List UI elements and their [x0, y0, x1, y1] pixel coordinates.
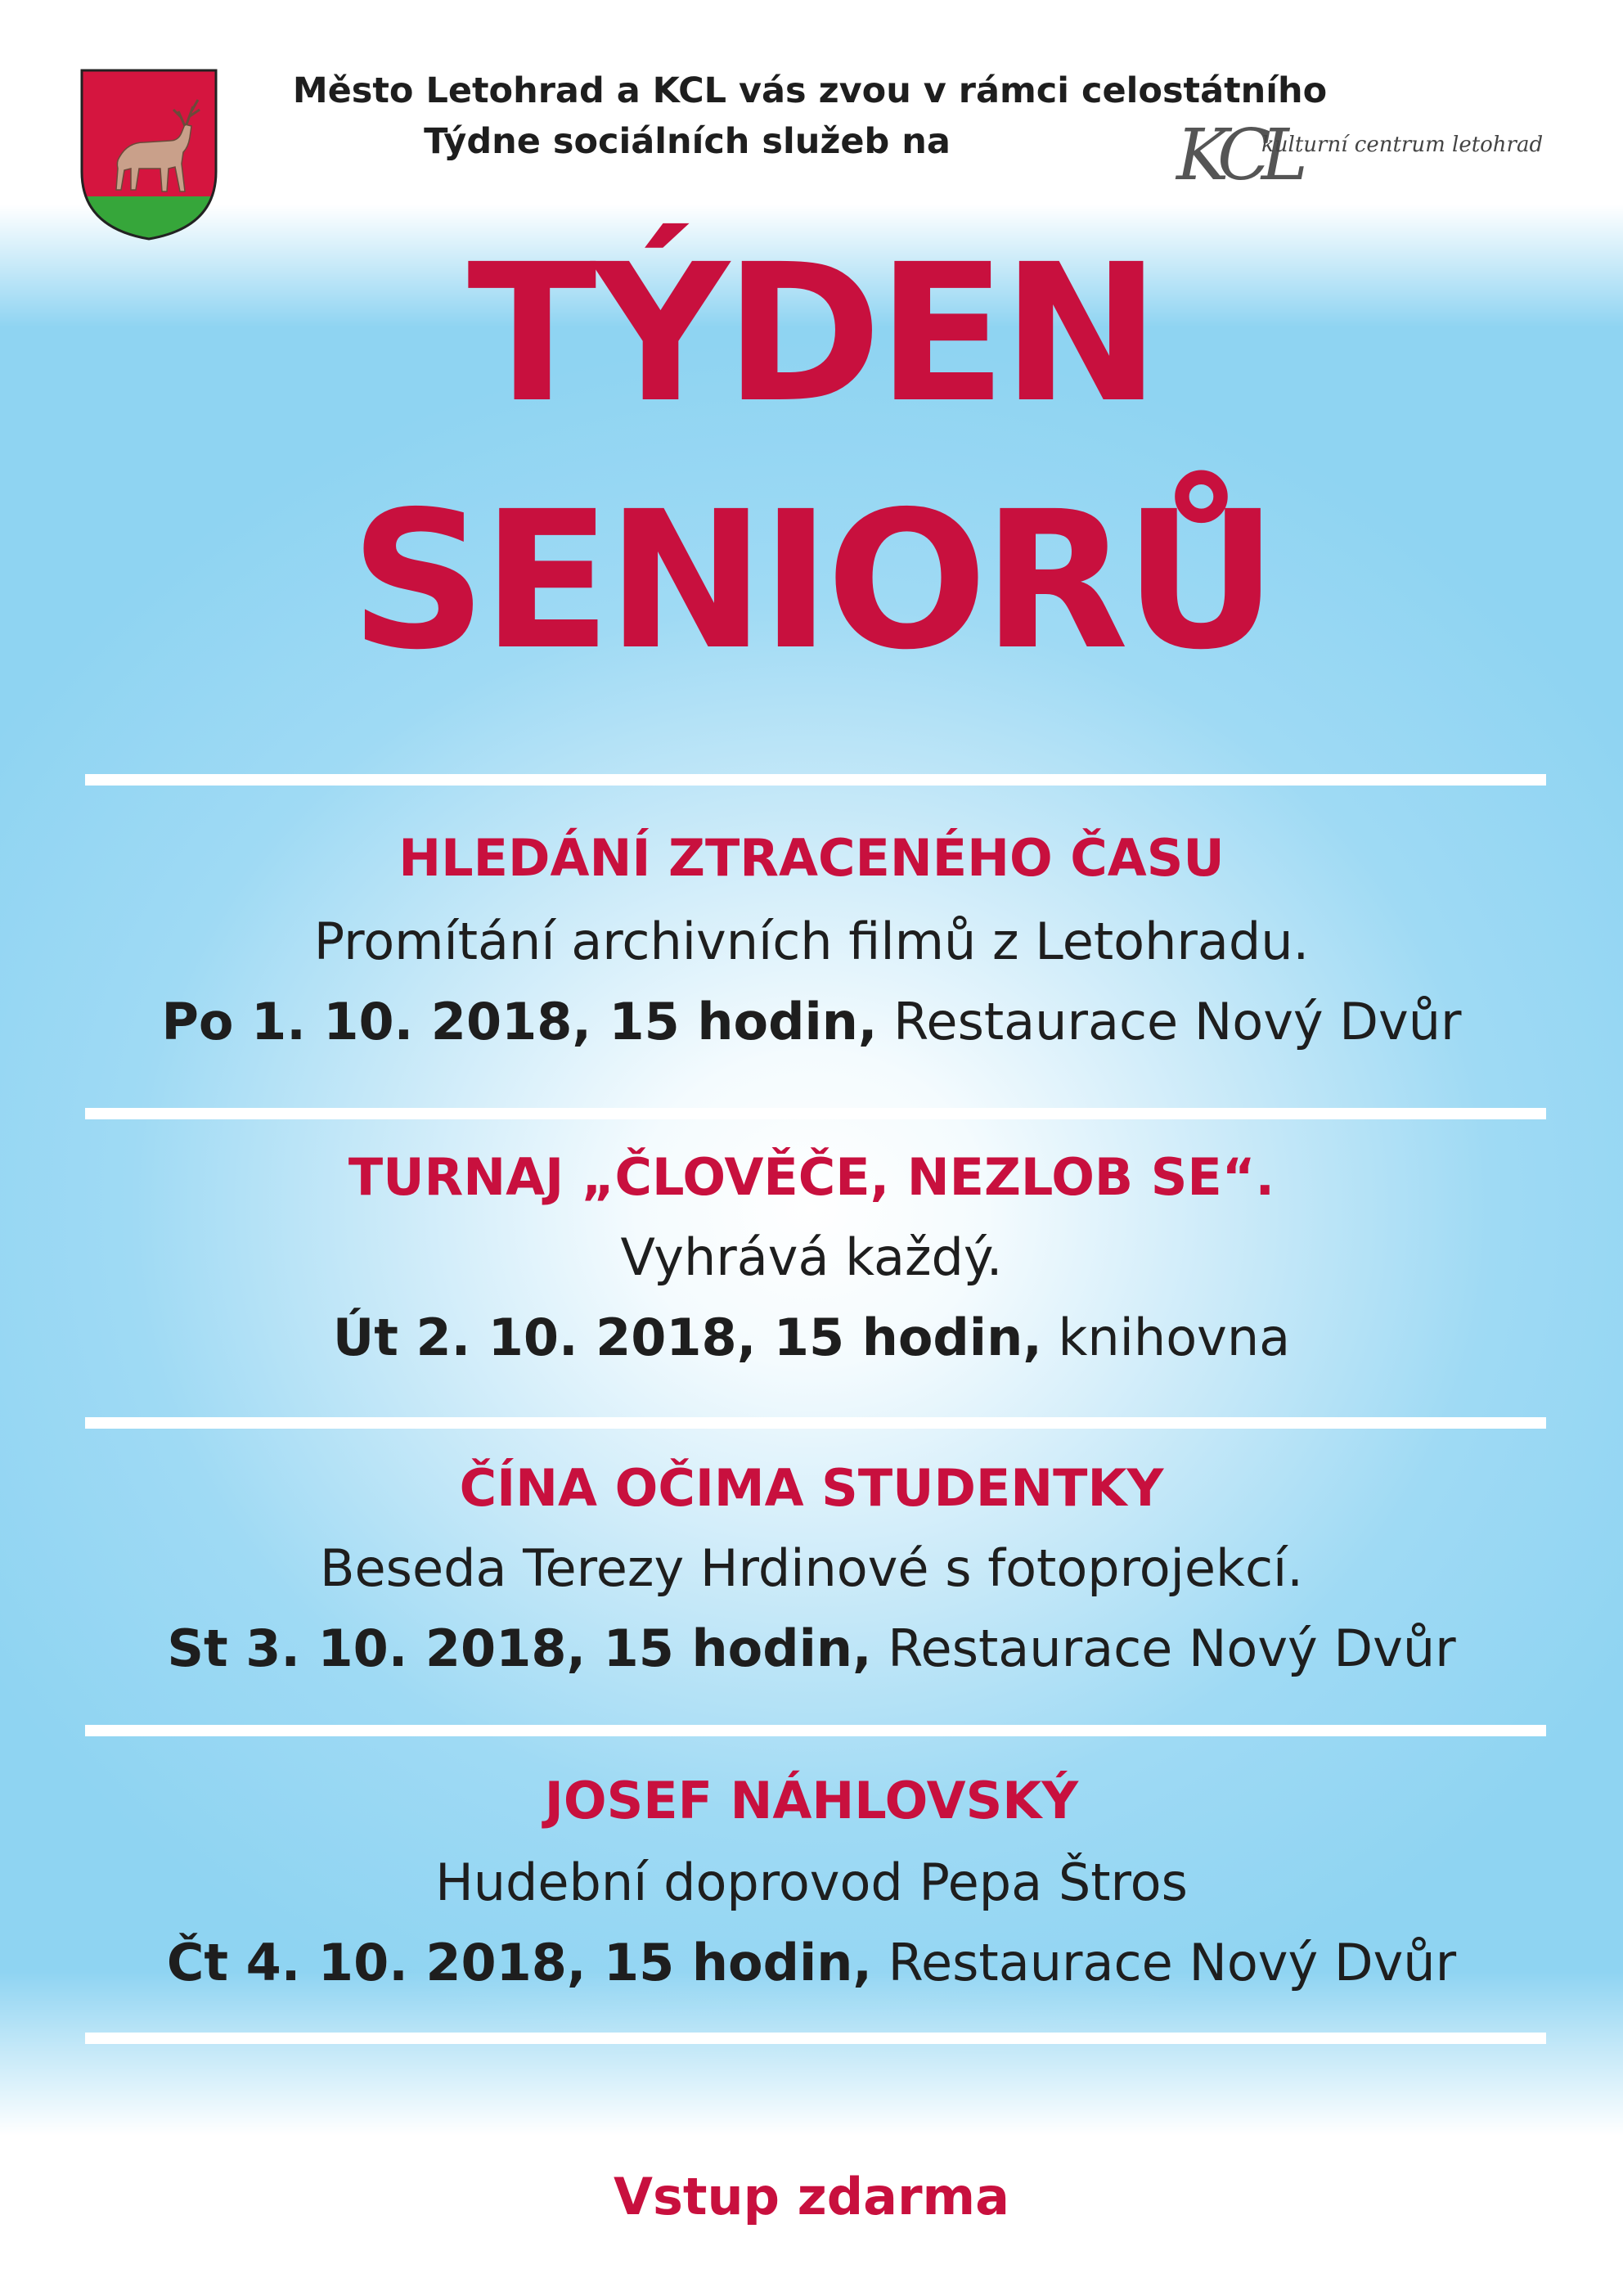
event-title: ČÍNA OČIMA STUDENTKY: [459, 1458, 1164, 1518]
event-venue: Restaurace Nový Dvůr: [871, 1618, 1456, 1678]
event-description: Hudební doprovod Pepa Štros: [435, 1853, 1188, 1912]
event-description: Promítání archivních filmů z Letohradu.: [313, 912, 1310, 971]
event-time-place: [0, 1933, 1623, 1992]
header-invitation-line: Město Letohrad a KCL vás zvou v rámci celostátního: [292, 70, 1328, 111]
event-time-place: [0, 992, 1623, 1051]
divider: [85, 1725, 1546, 1736]
event-description: Vyhrává každý.: [620, 1227, 1003, 1287]
divider: [85, 2033, 1546, 2044]
event-date: Út 2. 10. 2018, 15 hodin,: [332, 1308, 1042, 1367]
page-title-line-1: TÝDEN: [467, 223, 1156, 444]
divider: [85, 1417, 1546, 1429]
free-entry-note: Vstup zdarma: [614, 2167, 1009, 2226]
event-venue: Restaurace Nový Dvůr: [871, 1933, 1457, 1992]
event-date: St 3. 10. 2018, 15 hodin,: [167, 1618, 872, 1678]
event-venue: Restaurace Nový Dvůr: [877, 992, 1462, 1051]
header-invitation-line-2: Týdne sociálních služeb na: [424, 121, 951, 162]
event-description: Beseda Terezy Hrdinové s fotoprojekcí.: [320, 1538, 1303, 1598]
event-title: HLEDÁNÍ ZTRACENÉHO ČASU: [398, 828, 1225, 888]
event-title: TURNAJ „ČLOVĚČE, NEZLOB SE“.: [348, 1147, 1275, 1207]
kcl-logo: [1175, 115, 1548, 205]
kcl-logo-text: kulturní centrum letohrad: [1261, 133, 1544, 157]
event-time-place: [0, 1308, 1623, 1367]
event-date: Čt 4. 10. 2018, 15 hodin,: [166, 1933, 872, 1992]
kcl-logo-mark: KCL: [1176, 115, 1298, 196]
divider: [85, 1108, 1546, 1119]
coat-of-arms-deer-icon: [79, 67, 219, 242]
event-time-place: [0, 1618, 1623, 1678]
divider: [85, 774, 1546, 786]
page-title-line-2: SENIORŮ: [349, 470, 1274, 691]
event-title: JOSEF NÁHLOVSKÝ: [544, 1771, 1079, 1830]
event-date: Po 1. 10. 2018, 15 hodin,: [161, 992, 878, 1051]
event-venue: knihovna: [1041, 1308, 1291, 1367]
